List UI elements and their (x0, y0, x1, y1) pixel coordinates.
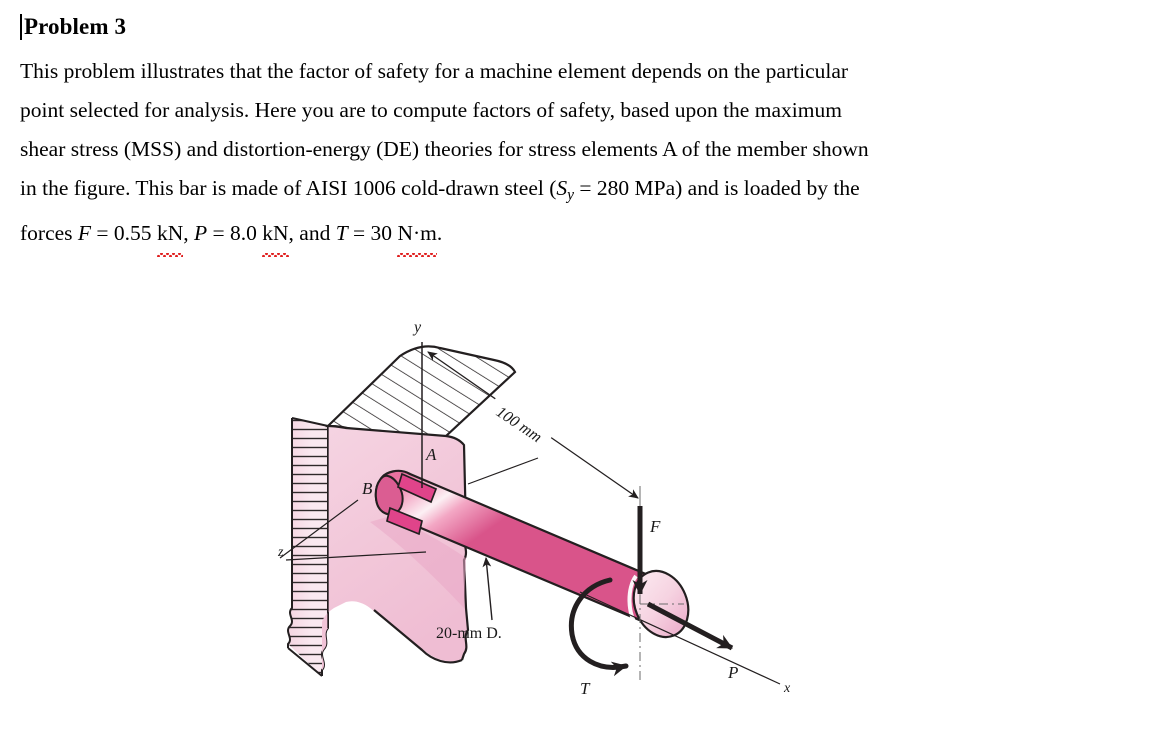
period: . (436, 221, 443, 246)
comma-2: , and (288, 221, 336, 246)
symbol-Sy-subscript: y (567, 186, 575, 204)
leader-line-diameter (486, 558, 492, 620)
line4-prefix: in the figure. This bar is made of AISI 1006 cold-drawn steel ( (20, 176, 557, 200)
page-title-text: Problem 3 (24, 14, 127, 39)
dimension-label-100mm: 100 mm (492, 403, 545, 447)
statement-line-2: point selected for analysis. Here you are to compute factors of safety, based upon the maximum (20, 98, 842, 122)
unit-Nm: N·m (397, 214, 436, 253)
dimension-label-diameter: 20-mm D. (436, 625, 502, 642)
T-value: = 30 (347, 221, 398, 246)
unit-kN-1: kN (157, 214, 183, 253)
P-value: = 8.0 (207, 221, 263, 246)
statement-line-3: shear stress (MSS) and distortion-energy (DE) theories for stress elements A of the member shown (20, 137, 869, 161)
element-A-label: A (426, 445, 437, 464)
axis-z-label: z (278, 545, 284, 560)
symbol-P: P (193, 221, 208, 246)
leader-line-wall (468, 458, 538, 484)
F-value: = 0.55 (91, 221, 157, 246)
problem-statement (20, 52, 1110, 253)
text-cursor (20, 14, 22, 40)
force-F-label: F (650, 517, 661, 536)
statement-line-1: This problem illustrates that the factor of safety for a machine element depends on the particular (20, 59, 849, 83)
problem-text-block (20, 12, 1110, 253)
torque-T-label: T (580, 679, 590, 698)
unit-kN-2: kN (262, 214, 288, 253)
forces-word: forces (20, 221, 78, 246)
comma-1: , (183, 221, 194, 246)
symbol-F: F (77, 221, 92, 246)
statement-line-5 (20, 214, 1110, 253)
line4-suffix: = 280 MPa) and is loaded by the (574, 176, 860, 200)
symbol-T: T (335, 221, 348, 246)
axis-x-label: x (784, 681, 791, 696)
axis-y-label: y (414, 319, 422, 336)
symbol-Sy: S (556, 176, 568, 200)
page-title (20, 12, 1110, 42)
force-P-label: P (728, 663, 739, 682)
statement-line-4 (20, 169, 1110, 214)
cantilever-bar-figure (250, 308, 850, 708)
element-B-label: B (362, 479, 373, 498)
